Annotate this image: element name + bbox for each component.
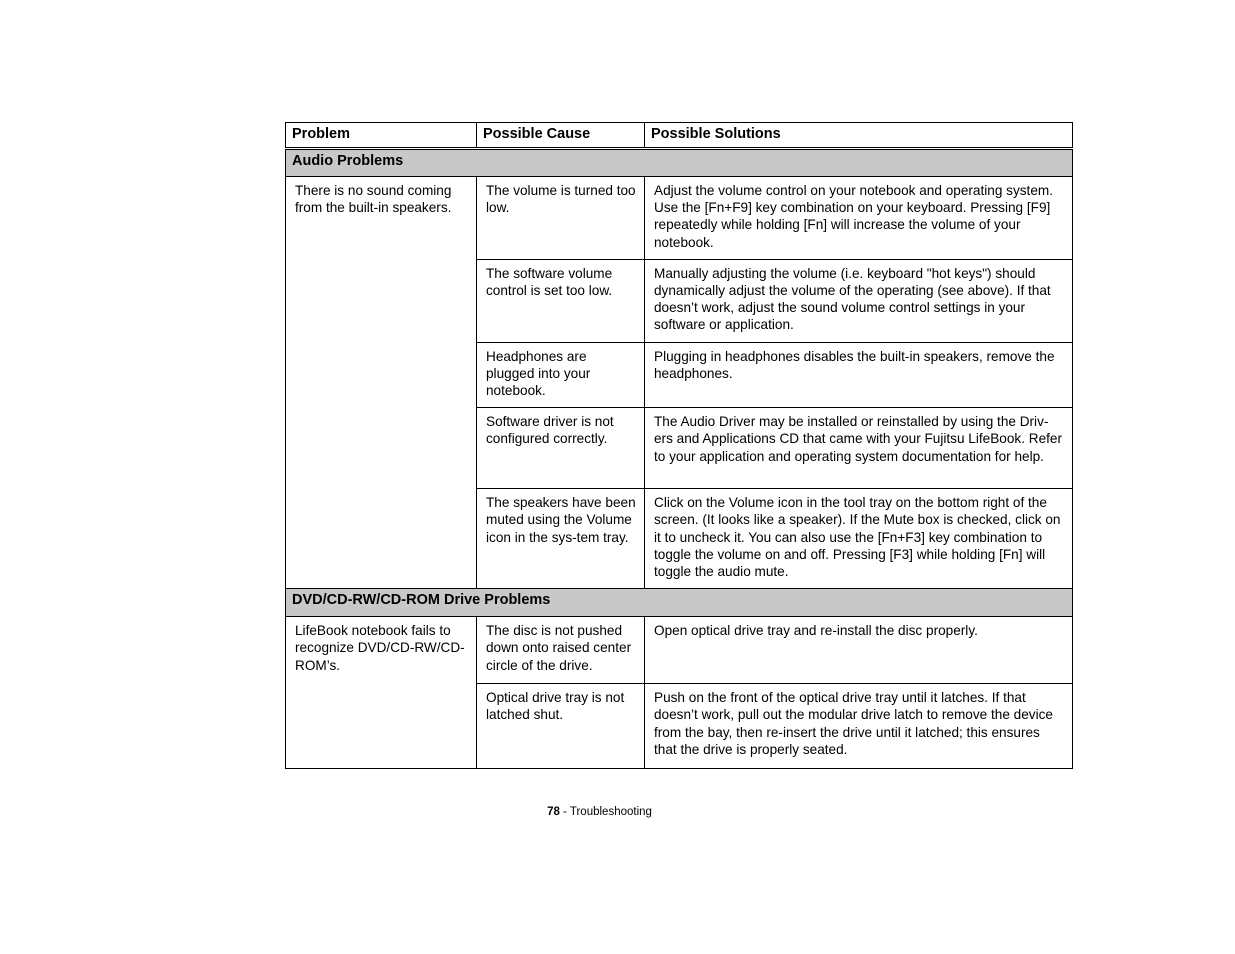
- section-row-audio: [286, 149, 1073, 177]
- solution-cell: Open optical drive tray and re-install the disc properly.: [645, 617, 1073, 684]
- table-row: [286, 177, 1073, 260]
- page-footer: [0, 806, 1199, 818]
- section-title: Audio Problems: [286, 149, 1073, 177]
- solution-cell: Manually adjusting the volume (i.e. keyboard "hot keys") should dynamically adjust the volume of the operating (see above). If that doesn’t work, adjust the sound volume control settings in your software or application.: [645, 259, 1073, 342]
- header-possible-cause: Possible Cause: [477, 123, 645, 149]
- footer-separator: -: [559, 806, 570, 818]
- header-possible-solutions: Possible Solutions: [645, 123, 1073, 149]
- solution-cell: Click on the Volume icon in the tool tray on the bottom right of the screen. (It looks like a speaker). If the Mute box is checked, click on it to uncheck it. You can also use the [Fn+F3] key combination to toggle the volume on and off. Pressing [F3] while holding [Fn] will toggle the audio mute.: [645, 489, 1073, 589]
- solution-cell: Push on the front of the optical drive tray until it latches. If that doesn’t work, pull out the modular drive latch to remove the device from the bay, then re-insert the drive until it latched; this ensures that the drive is properly seated.: [645, 684, 1073, 769]
- cause-cell: The disc is not pushed down onto raised center circle of the drive.: [477, 617, 645, 684]
- cause-cell: The software volume control is set too low.: [477, 259, 645, 342]
- cause-cell: Software driver is not configured correctly.: [477, 408, 645, 489]
- cause-cell: The speakers have been muted using the Volume icon in the sys-tem tray.: [477, 489, 645, 589]
- footer-section: Troubleshooting: [569, 806, 652, 818]
- solution-cell: The Audio Driver may be installed or reinstalled by using the Driv-ers and Applications CD that came with your Fujitsu LifeBook. Refer to your application and operating system documentation for help.: [645, 408, 1073, 489]
- section-row-dvd: [286, 589, 1073, 617]
- solution-cell: Adjust the volume control on your notebook and operating system. Use the [Fn+F9] key combination on your keyboard. Pressing [F9] repeatedly while holding [Fn] will increase the volume of your notebook.: [645, 177, 1073, 260]
- problem-cell: LifeBook notebook fails to recognize DVD/CD-RW/CD-ROM’s.: [286, 617, 477, 769]
- table-row: [286, 617, 1073, 684]
- section-title: DVD/CD-RW/CD-ROM Drive Problems: [286, 589, 1073, 617]
- problem-cell: There is no sound coming from the built-in speakers.: [286, 177, 477, 589]
- cause-cell: The volume is turned too low.: [477, 177, 645, 260]
- table-header-row: [286, 123, 1073, 149]
- page-number: 78: [547, 806, 560, 818]
- troubleshooting-table: [285, 122, 1073, 769]
- cause-cell: Optical drive tray is not latched shut.: [477, 684, 645, 769]
- cause-cell: Headphones are plugged into your notebook.: [477, 342, 645, 408]
- solution-cell: Plugging in headphones disables the built-in speakers, remove the headphones.: [645, 342, 1073, 408]
- header-problem: Problem: [286, 123, 477, 149]
